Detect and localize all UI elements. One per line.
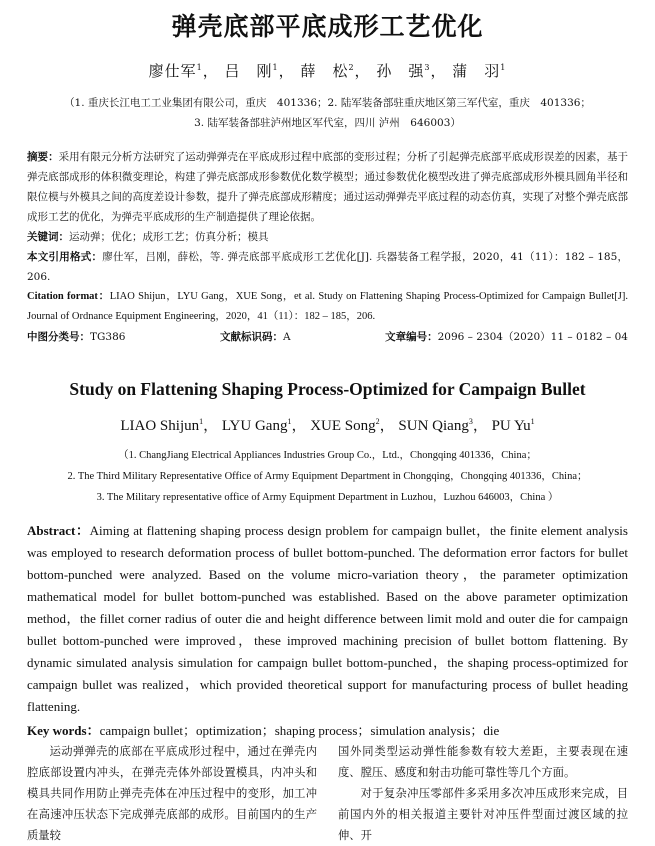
- affiliation-line: （1. ChangJiang Electrical Appliances Industries Group Co.，Ltd.，Chongqing 401336，China；: [118, 450, 537, 461]
- citation-en: [27, 287, 628, 327]
- author-name: 吕 刚: [224, 62, 273, 80]
- abstract-text: Aiming at flattening shaping process design problem for campaign bullet，the finite element analysis was employed to research deformation process of bullet bottom-punched. The deformation error factors for bullet bottom-punched were analyzed. Based on the volume micro-variation theory，the parameter optimization mathematical model for bullet bottom-punched was established. Based on the above parameter optimization method，the fillet corner radius of outer die and height difference between limit mold and outer die for campaign bullet bottom-punched were improved，these improved machining precision of bullet bottom flattening. By dynamic simulated analysis simulation for campaign bullet bottom-punched，the shaping process-optimized for campaign bullet was realized，which provided theoretical support for manufacturing process of bullet heading flattening.: [27, 523, 628, 714]
- body-paragraph: 对于复杂冲压零部件多采用多次冲压成形来完成，目前国内外的相关报道主要针对冲压件型面过渡区域的拉伸、开: [338, 787, 628, 842]
- author-affiliation-mark: 2: [375, 417, 380, 426]
- abstract-label: Abstract：: [27, 523, 90, 538]
- document-code: 文献标识码：A: [219, 331, 291, 343]
- author-affiliation-mark: 1: [272, 63, 279, 72]
- affiliation-line: 3. The Military representative office of Army Equipment Department in Luzhou，Luzhou 646003，China ）: [96, 492, 559, 503]
- keywords-label: Key words：: [27, 723, 100, 738]
- chinese-authors: 廖仕军$^1$， 吕 刚$^1$， 薛 松$^2$， 孙 强$^3$， 蒲 羽$^1$: [148, 62, 507, 80]
- citation-en-label: Citation format：: [27, 291, 110, 302]
- author-name: LIAO Shijun: [120, 418, 200, 434]
- english-title: Study on Flattening Shaping Process-Optimized for Campaign Bullet: [69, 379, 586, 399]
- citation-en-text: LIAO Shijun，LYU Gang，XUE Song，et al. Study on Flattening Shaping Process-Optimized for Campaign Bullet[J]. Journal of Ordnance Equipment Engineering，2020，41（11）：182 – 185，206.: [27, 291, 628, 322]
- author-name: 孙 强: [376, 62, 425, 80]
- affiliation-line: 3. 陆军装备部驻泸州地区军代室，四川 泸州 646003）: [194, 117, 461, 129]
- keywords-label: 关键词：: [27, 231, 69, 243]
- classification-row: [27, 327, 628, 347]
- english-abstract: [27, 520, 628, 718]
- author-affiliation-mark: 1: [196, 63, 203, 72]
- author-affiliation-mark: 3: [424, 63, 431, 72]
- author-name: PU Yu: [491, 418, 531, 434]
- body-left-column: [27, 741, 317, 846]
- body-paragraph: 国外同类型运动弹性能参数有较大差距，主要表现在速度、膛压、感度和射击功能可靠性等几个方面。: [338, 745, 628, 779]
- body-right-column: [338, 741, 628, 846]
- author-name: 廖仕军: [148, 62, 197, 80]
- english-authors: LIAO Shijun$^1$， LYU Gang$^1$， XUE Song$^2$， SUN Qiang$^3$， PU Yu$^1$: [120, 417, 535, 434]
- author-name: 蒲 羽: [452, 62, 501, 80]
- author-affiliation-mark: 1: [199, 417, 204, 426]
- affiliation-line: 2. The Third Military Representative Office of Army Equipment Department in Chongqing，Chongqing 401336，China；: [67, 471, 588, 482]
- citation-text: 廖仕军，吕刚，薛松，等. 弹壳底部平底成形工艺优化[J]. 兵器装备工程学报，2020，41（11）：182 – 185，206.: [27, 251, 629, 283]
- chinese-abstract: [27, 147, 628, 227]
- english-affiliations: [27, 445, 628, 508]
- author-affiliation-mark: 2: [348, 63, 355, 72]
- abstract-label: 摘要：: [27, 151, 59, 163]
- author-name: 薛 松: [300, 62, 349, 80]
- article-number: 文章编号：2096 – 2304（2020）11 – 0182 – 04: [385, 331, 628, 343]
- citation-cn: [27, 247, 628, 287]
- affiliation-line: （1. 重庆长江电工工业集团有限公司，重庆 401336；2. 陆军装备部驻重庆地区第三军代室，重庆 401336；: [64, 97, 591, 109]
- body-paragraph: 运动弹弹壳的底部在平底成形过程中，通过在弹壳内腔底部设置内冲头，在弹壳壳体外部设置模具，内冲头和模具共同作用防止弹壳壳体在冲压过程中的变形，加工冲在高速冲压状态下完成弹壳底部的成形。目前国内的生产质量较: [27, 745, 317, 842]
- body-columns: [27, 741, 628, 846]
- clc-number: 中图分类号：TG386: [27, 331, 126, 343]
- keywords-text: 运动弹；优化；成形工艺；仿真分析；模具: [69, 231, 269, 243]
- chinese-title: 弹壳底部平底成形工艺优化: [171, 12, 484, 41]
- chinese-abstract-block: [27, 147, 628, 347]
- keywords-text: campaign bullet；optimization；shaping process；simulation analysis；die: [99, 723, 500, 738]
- abstract-text: 采用有限元分析方法研究了运动弹弹壳在平底成形过程中底部的变形过程；分析了引起弹壳底部平底成形误差的因素，基于弹壳底部成形的体积微变理论，构建了弹壳底部成形参数优化数学模型；通过参数优化模型改进了弹壳底部成形外模具圆角半径和限位模与外模具之间的高度差设计参数，提升了弹壳底部成形精度；通过运动弹弹壳平底过程的动态仿真，实现了对整个弹壳底部成形工艺的优化，为弹壳平底成形的生产制造提供了理论依据。: [27, 151, 629, 223]
- author-name: SUN Qiang: [398, 418, 469, 434]
- author-affiliation-mark: 1: [530, 417, 535, 426]
- english-keywords: [27, 720, 628, 739]
- citation-label: 本文引用格式：: [27, 251, 103, 263]
- author-affiliation-mark: 3: [468, 417, 473, 426]
- author-affiliation-mark: 1: [287, 417, 292, 426]
- author-name: XUE Song: [310, 418, 376, 434]
- author-name: LYU Gang: [221, 418, 288, 434]
- chinese-affiliations: [27, 93, 628, 133]
- chinese-keywords: [27, 227, 628, 247]
- author-affiliation-mark: 1: [500, 63, 507, 72]
